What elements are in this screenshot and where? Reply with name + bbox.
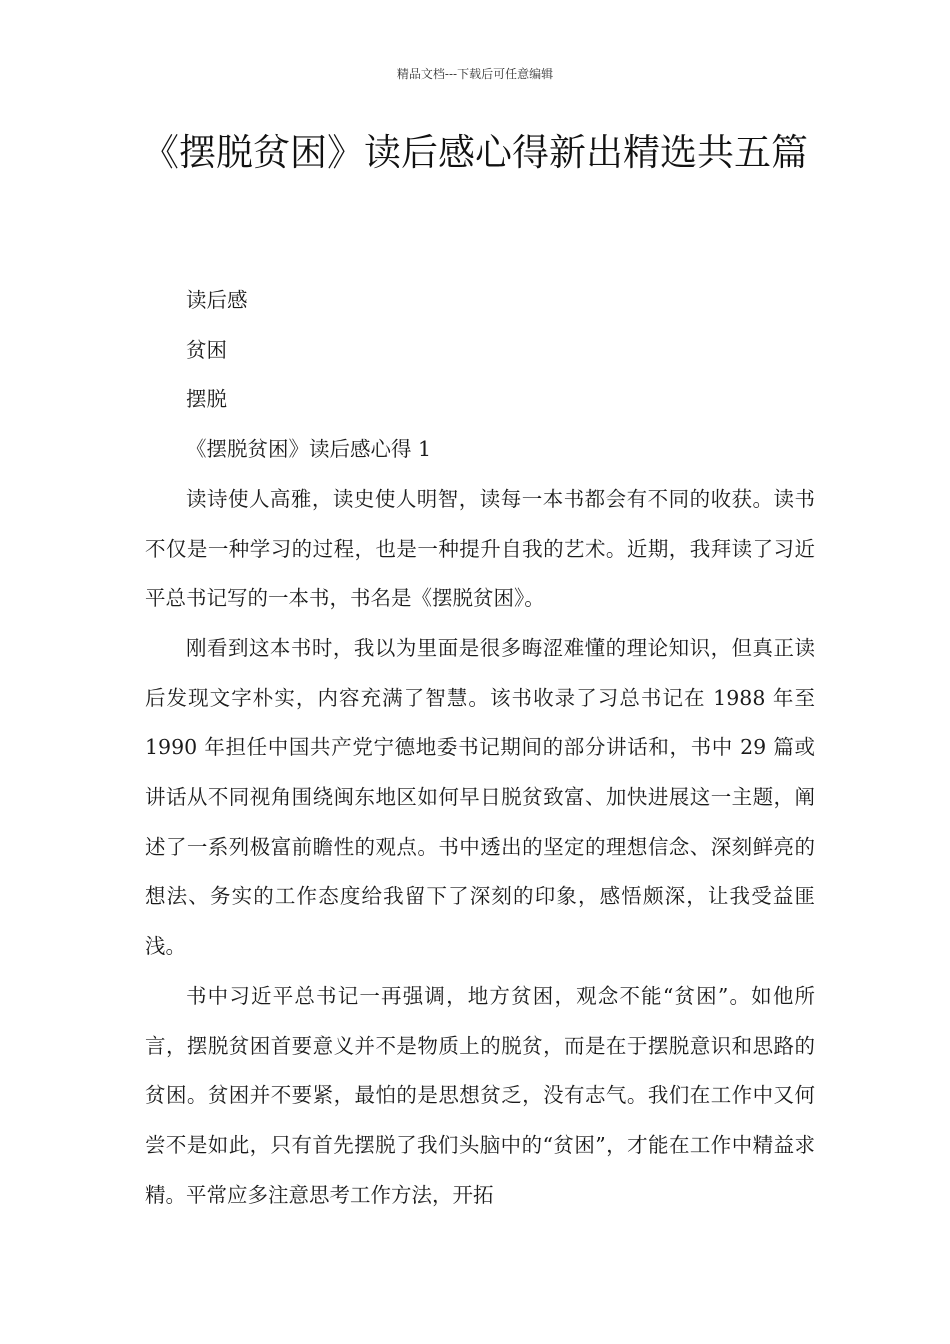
paragraph: 书中习近平总书记一再强调，地方贫困，观念不能“贫困”。如他所言，摆脱贫困首要意义并不是物质上的脱贫，而是在于摆脱意识和思路的贫困。贫困并不要紧，最怕的是思想贫乏，没有志气。我们在工作中又何尝不是如此，只有首先摆脱了我们头脑中的“贫困”，才能在工作中精益求精。平常应多注意思考工作方法，开拓 (145, 983, 815, 1207)
keyword-line: 摆脱 (186, 387, 227, 412)
paragraph: 刚看到这本书时，我以为里面是很多晦涩难懂的理论知识，但真正读后发现文字朴实，内容充满了智慧。该书收录了习总书记在 1988 年至 1990 年担任中国共产党宁德地委书记期间的部分讲话和，书中 29 篇或讲话从不同视角围绕闽东地区如何早日脱贫致富、加快进展这一主题，阐述了一系列极富前瞻性的观点。书中透出的坚定的理想信念、深刻鲜亮的想法、务实的工作态度给我留下了深刻的印象，感悟颇深，让我受益匪浅。 (145, 635, 815, 959)
page-header-note: 精品文档---下载后可任意编辑 (396, 67, 554, 81)
document-title: 《摆脱贫困》读后感心得新出精选共五篇 (142, 131, 808, 174)
keyword-line: 读后感 (186, 288, 248, 312)
paragraph: 读诗使人高雅，读史使人明智，读每一本书都会有不同的收获。读书不仅是一种学习的过程，也是一种提升自我的艺术。近期，我拜读了习近平总书记写的一本书，书名是《摆脱贫困》。 (145, 486, 815, 611)
document-body (145, 276, 815, 1220)
keyword-line: 贫困 (186, 337, 227, 362)
section-heading: 《摆脱贫困》读后感心得 1 (186, 437, 432, 462)
